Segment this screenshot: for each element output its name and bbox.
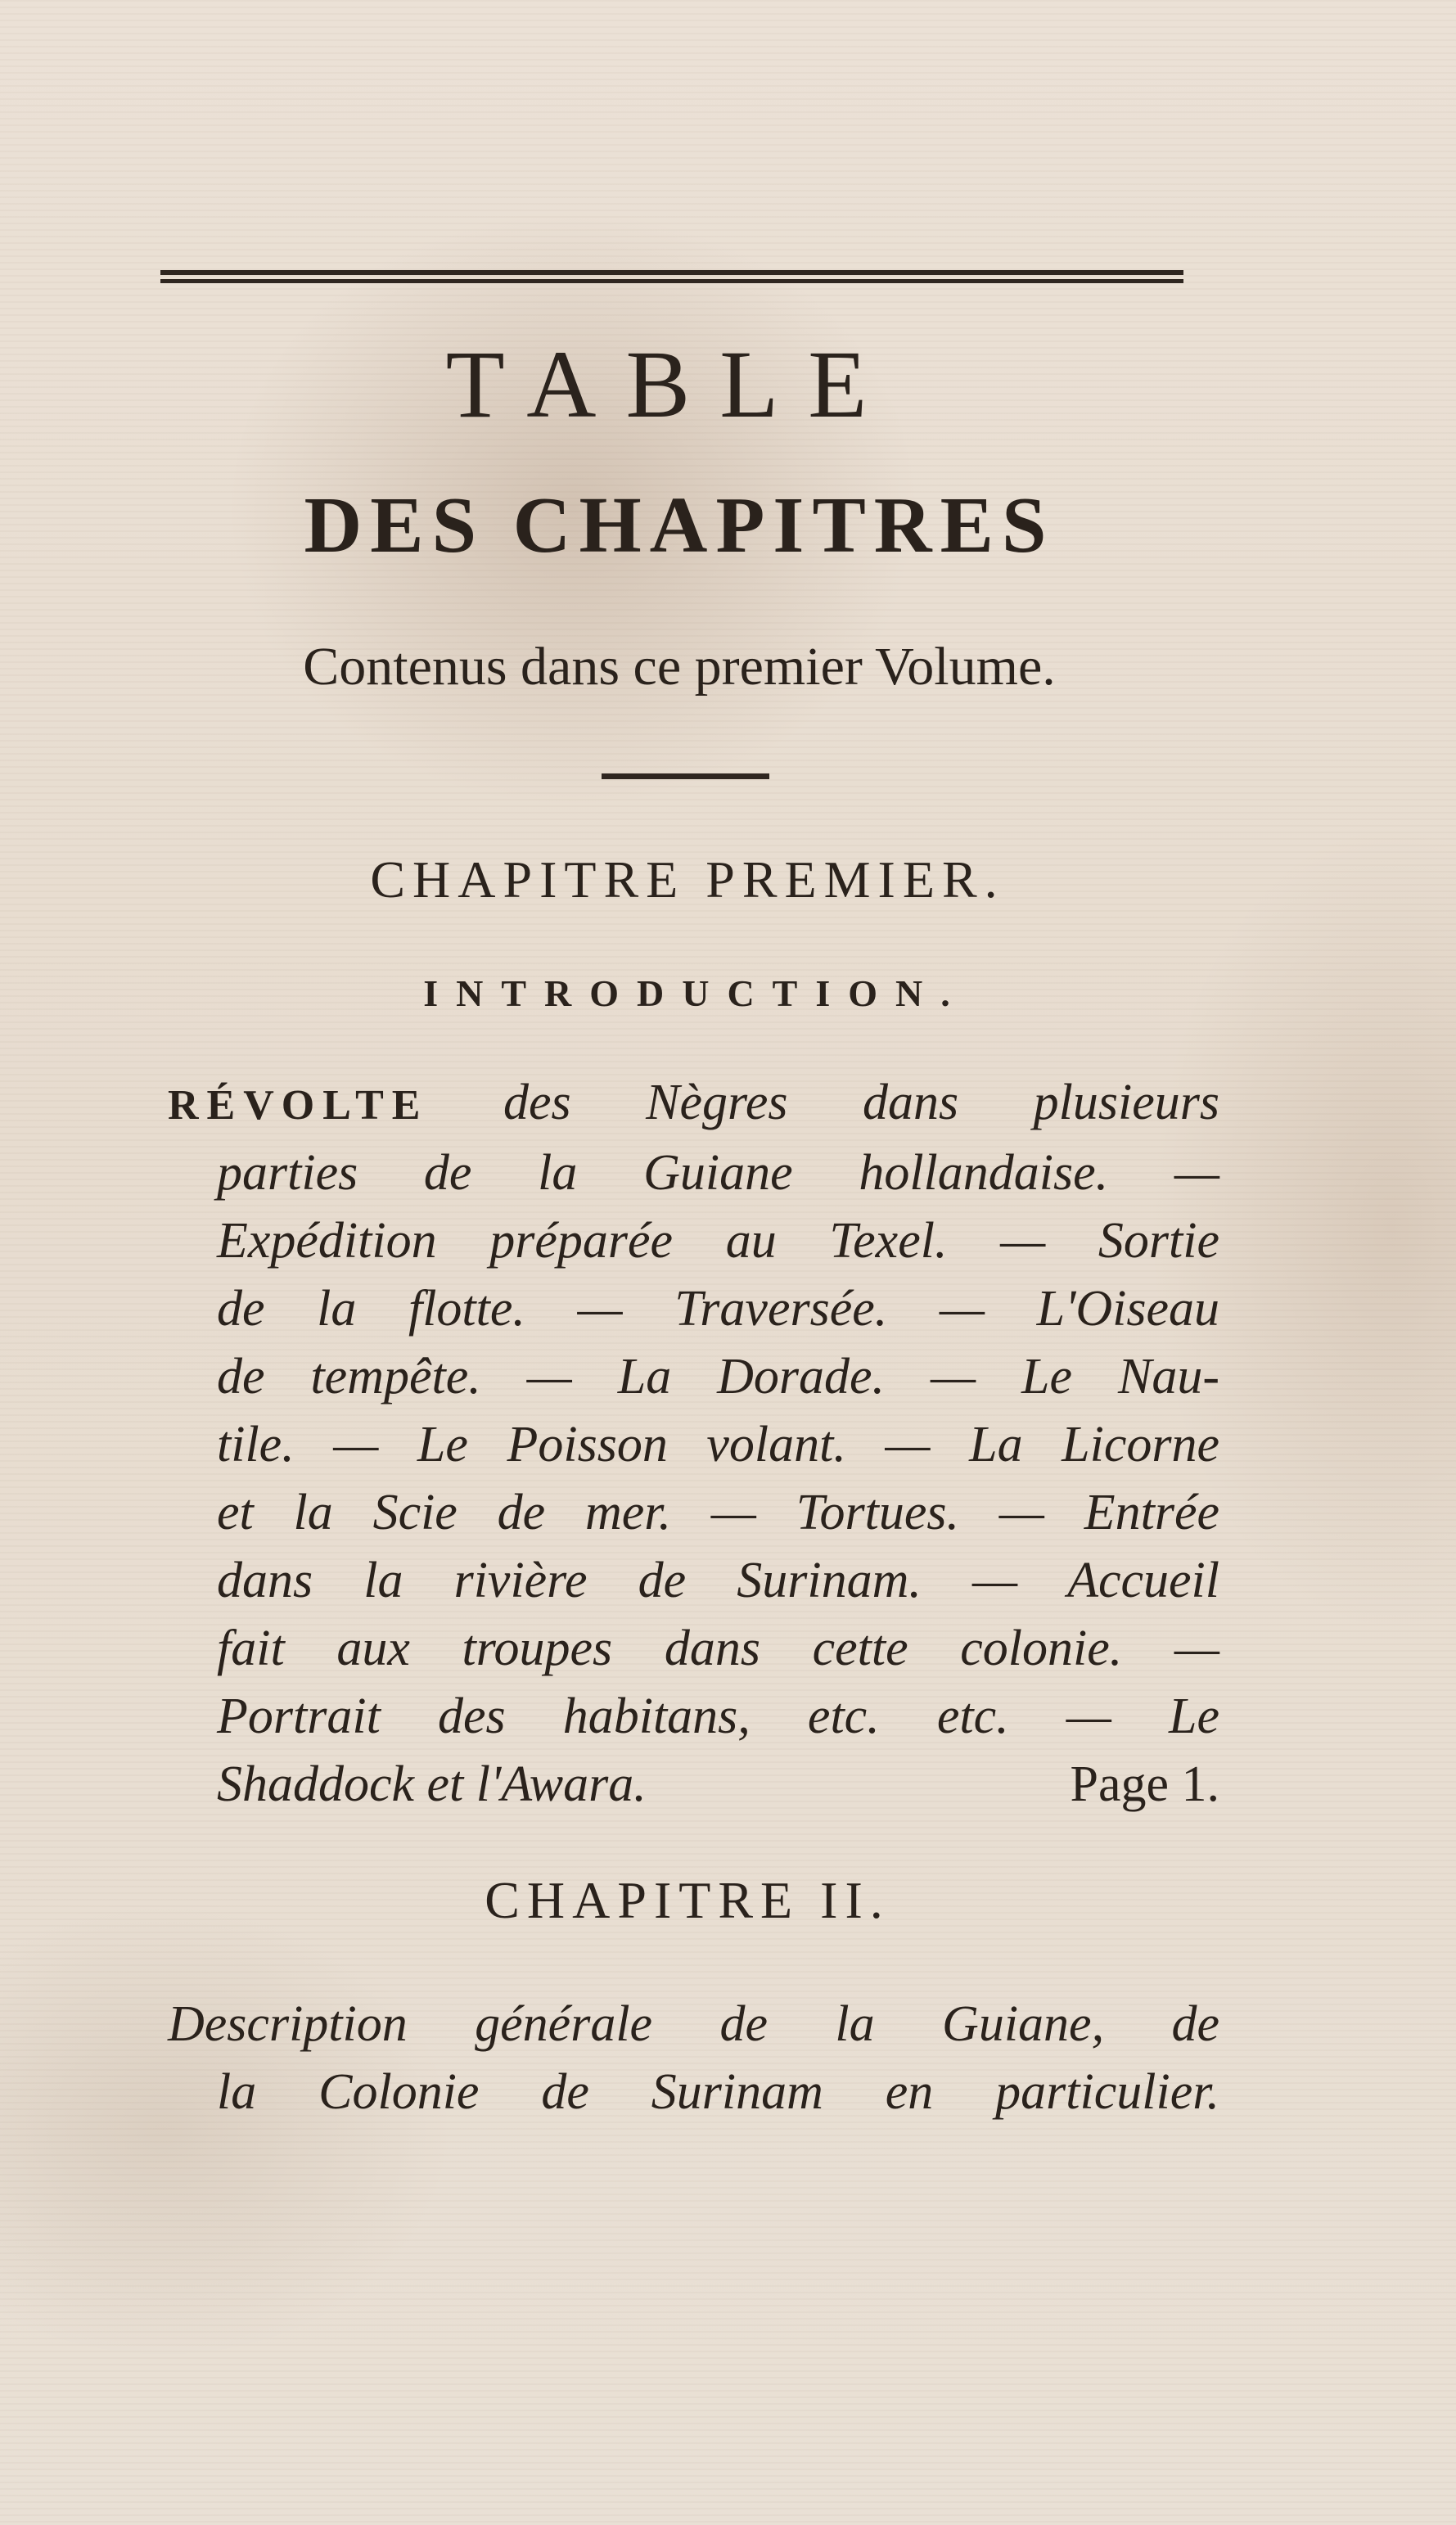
summary-line: Expédition préparée au Texel. — Sortie bbox=[217, 1213, 1219, 1269]
chapter-2-summary bbox=[168, 1991, 1219, 2126]
chapter-1-summary bbox=[168, 1069, 1219, 1819]
short-divider-rule bbox=[602, 773, 769, 779]
summary-line: parties de la Guiane hollandaise. — bbox=[217, 1145, 1219, 1201]
summary-line: Portrait des habitans, etc. etc. — Le bbox=[217, 1689, 1219, 1744]
page-reference: Page 1. bbox=[1070, 1756, 1219, 1812]
page-subtitle: DES CHAPITRES bbox=[304, 481, 1055, 570]
chapter-1-heading: CHAPITRE PREMIER. bbox=[370, 850, 1005, 909]
summary-line: tile. — Le Poisson volant. — La Licorne bbox=[217, 1417, 1219, 1472]
volume-caption: Contenus dans ce premier Volume. bbox=[303, 637, 1056, 697]
summary-line: dans la rivière de Surinam. — Accueil bbox=[217, 1553, 1219, 1608]
page-title: TABLE bbox=[445, 331, 897, 438]
summary-line: fait aux troupes dans cette colonie. — bbox=[217, 1621, 1219, 1676]
summary-line: RÉVOLTE des Nègres dans plusieurs bbox=[168, 1075, 1219, 1130]
summary-line: de la flotte. — Traversée. — L'Oiseau bbox=[217, 1281, 1219, 1337]
summary-line: de tempête. — La Dorade. — Le Nau- bbox=[217, 1349, 1219, 1405]
chapter-1-section-title: INTRODUCTION. bbox=[423, 972, 968, 1014]
summary-last-line bbox=[168, 1751, 1219, 1819]
summary-line-text: Shaddock et l'Awara. bbox=[217, 1756, 647, 1812]
summary-line: Description générale de la Guiane, de bbox=[168, 1996, 1219, 2052]
summary-line: et la Scie de mer. — Tortues. — Entrée bbox=[217, 1485, 1219, 1540]
double-rule-top bbox=[160, 270, 1183, 286]
chapter-2-heading: CHAPITRE II. bbox=[485, 1871, 890, 1929]
summary-line: la Colonie de Surinam en particulier. bbox=[217, 2064, 1219, 2120]
summary-lead-word: RÉVOLTE bbox=[168, 1082, 429, 1129]
